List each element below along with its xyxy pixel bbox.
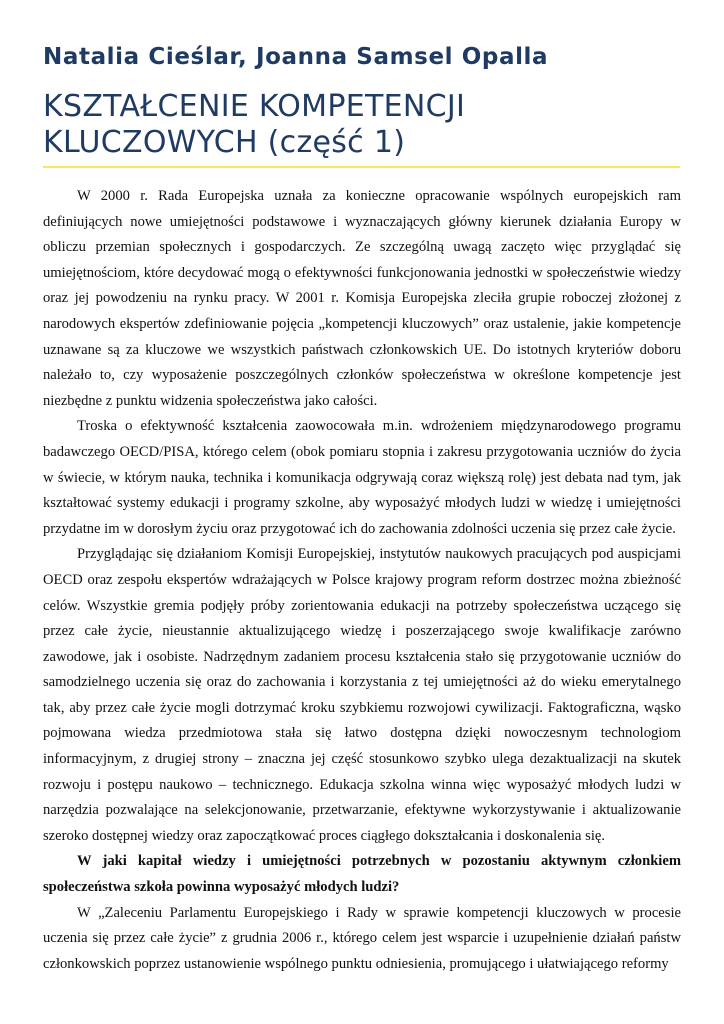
paragraph-1: W 2000 r. Rada Europejska uznała za konieczne opracowanie wspólnych europejskich ram definiujących nowe umiejętności podstawowe i wyznaczających główny kierunek działania Europy w obliczu przemian społecznych i gospodarczych. Ze szczególną uwagą zaczęto więc przyglądać się umiejętnościom, które decydować mogą o efektywności funkcjonowania jednostki w społeczeństwie wiedzy oraz jej powodzeniu na rynku pracy. W 2001 r. Komisja Europejska zleciła grupie roboczej złożonej z narodowych ekspertów zdefiniowanie pojęcia „kompetencji kluczowych” oraz ustalenie, jakie kompetencje uznawane są za kluczowe we wszystkich państwach członkowskich UE. Do istotnych kryteriów doboru należało to, czy wyposażenie poszczególnych członków społeczeństwa w określone kompetencje jest niezbędne z punktu widzenia społeczeństwa jako całości. (43, 188, 681, 409)
title-divider (43, 166, 680, 168)
title-line-2: KLUCZOWYCH (część 1) (43, 125, 406, 160)
paragraph-5: W „Zaleceniu Parlamentu Europejskiego i Rady w sprawie kompetencji kluczowych w procesie uczenia się przez całe życie” z grudnia 2006 r., którego celem jest wsparcie i uzupełnienie działań państw członkowskich poprzez ustanowienie wspólnego punktu odniesienia, promującego i ułatwiającego reformy (43, 904, 681, 972)
article-body (43, 184, 681, 977)
paragraph-2: Troska o efektywność kształcenia zaowocowała m.in. wdrożeniem międzynarodowego programu badawczego OECD/PISA, którego celem (obok pomiaru stopnia i zakresu przygotowania uczniów do życia w świecie, w którym nauka, technika i komunikacja odgrywają coraz większą rolę) jest debata nad tym, jak kształtować systemy edukacji i programy szkolne, aby wyposażyć młodych ludzi w wiedzę i umiejętności przydatne im w dorosłym życiu oraz przygotować ich do zachowania zdolności uczenia się przez całe życie. (43, 418, 681, 537)
title-line-1: KSZTAŁCENIE KOMPETENCJI (43, 89, 466, 124)
document-page (43, 40, 681, 977)
authors-line: Natalia Cieślar, Joanna Samsel Opalla (43, 44, 549, 70)
question-paragraph: W jaki kapitał wiedzy i umiejętności potrzebnych w pozostaniu aktywnym członkiem społeczeństwa szkoła powinna wyposażyć młodych ludzi? (43, 853, 681, 896)
document-title (43, 89, 681, 161)
paragraph-3: Przyglądając się działaniom Komisji Europejskiej, instytutów naukowych pracujących pod auspicjami OECD oraz zespołu ekspertów wdrażających w Polsce krajowy program reform dostrzec można zbieżność celów. Wszystkie gremia podjęły próby zorientowania edukacji na potrzeby społeczeństwa uczącego się przez całe życie, nieustannie aktualizującego wiedzę i poszerzającego swoje kwalifikacje zarówno zawodowe, jak i osobiste. Nadrzędnym zadaniem procesu kształcenia stało się przygotowanie uczniów do samodzielnego uczenia się oraz do zachowania i korzystania z tej umiejętności aż do wieku emerytalnego tak, aby przez całe życie mogli dotrzymać kroku szybkiemu rozwojowi cywilizacji. Faktograficzna, wąsko pojmowana wiedza przedmiotowa stała się łatwo dostępna dzięki nowoczesnym technologiom informacyjnym, z drugiej strony – znaczna jej część stosunkowo szybko ulega dezaktualizacji na skutek rozwoju i postępu naukowo – technicznego. Edukacja szkolna winna więc wyposażyć młodych ludzi w narzędzia pozwalające na selekcjonowanie, przetwarzanie, efektywne wykorzystywanie i aktualizowanie szeroko dostępnej wiedzy oraz zapoczątkować proces ciągłego dokształcania i doskonalenia się. (43, 546, 681, 844)
